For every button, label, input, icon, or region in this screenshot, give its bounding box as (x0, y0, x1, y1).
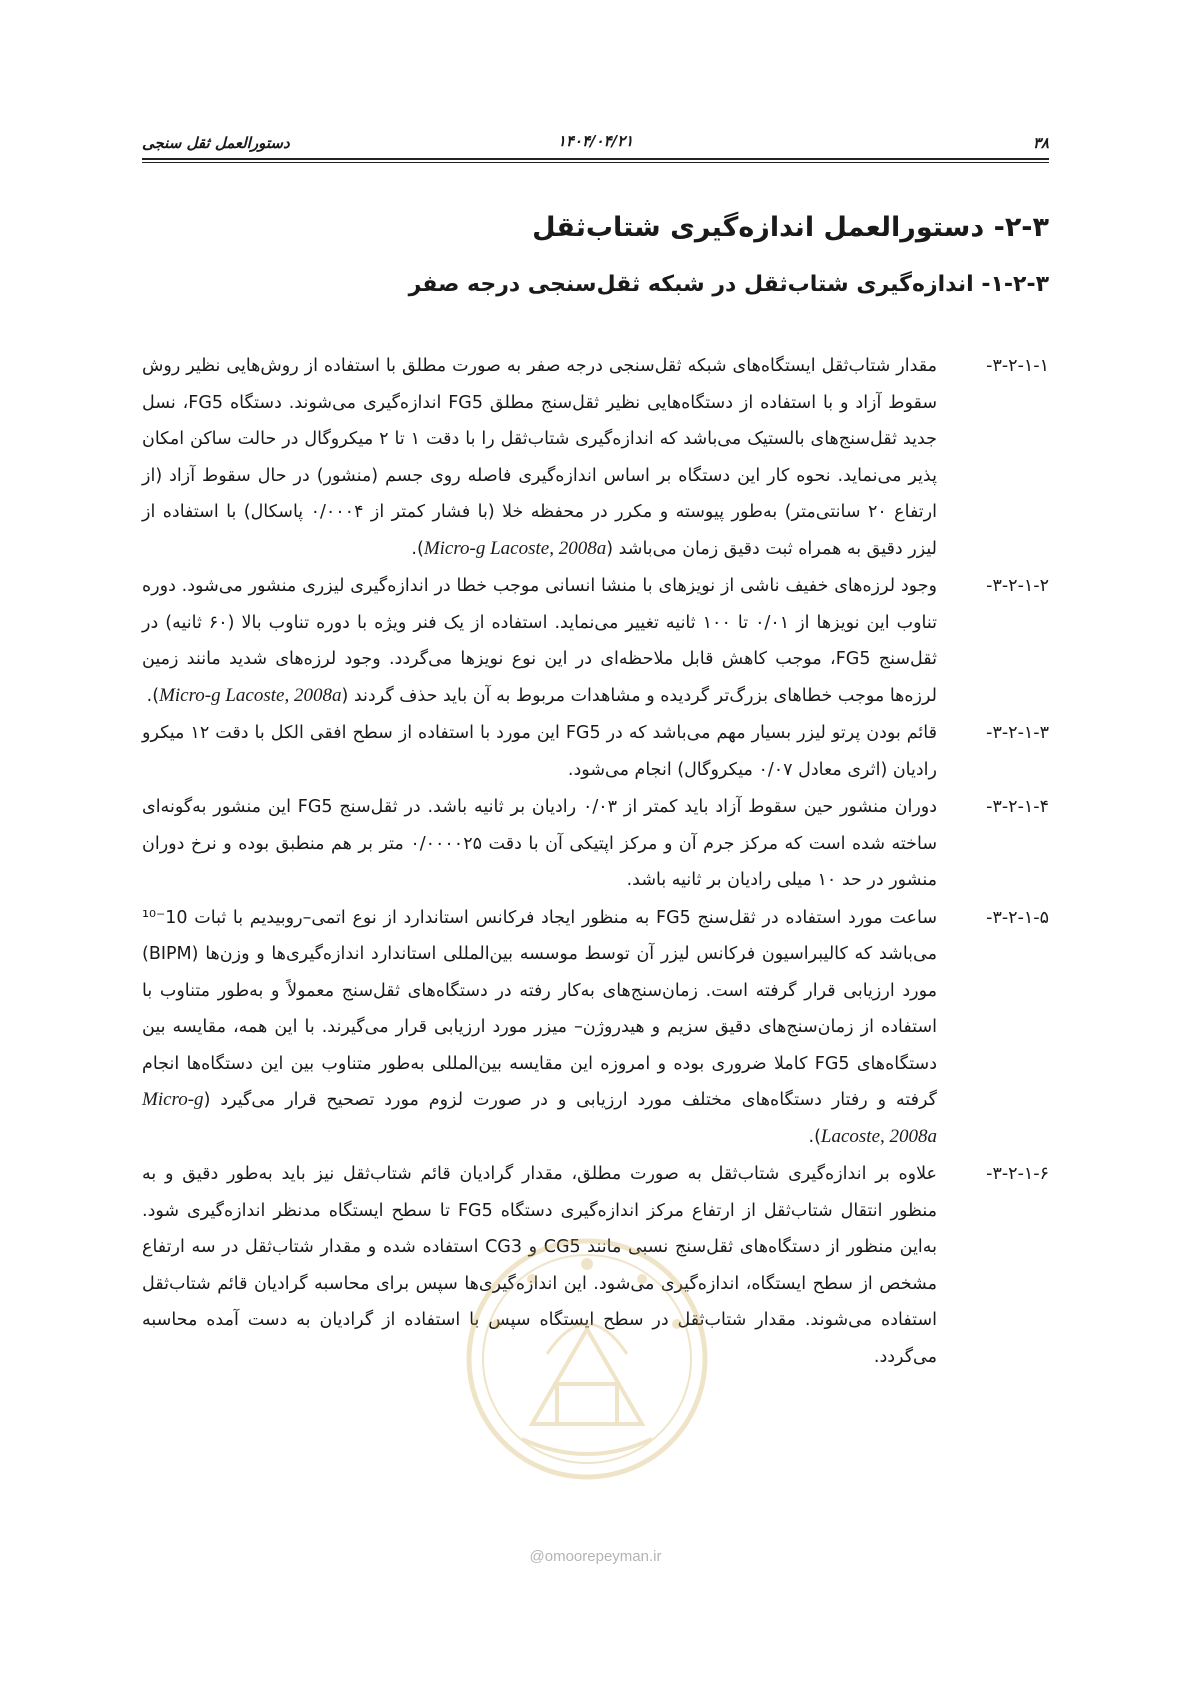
section-title: ۲-۳- دستورالعمل اندازه‌گیری شتاب‌ثقل (532, 212, 1049, 243)
header-date: ۱۴۰۴/۰۴/۲۱ (557, 132, 634, 150)
header-doc-title: دستورالعمل ثقل سنجی (142, 134, 290, 152)
item-text: دوران منشور حین سقوط آزاد باید کمتر از ۰/۰۳ رادیان بر ثانیه باشد. در ثقل‌سنج FG5 این منشور به‌گونه‌ای ساخته شده است که مرکز جرم آن و مرکز اپتیکی آن با دقت ۰/۰۰۰۰۲۵ متر بر هم منطبق بوده و نرخ دوران منشور در حد ۱۰ میلی رادیان بر ثانیه باشد. (142, 797, 938, 890)
citation: Micro-g Lacoste, 2008a (423, 537, 607, 559)
item-number: ۳-۲-۱-۱- (986, 356, 1049, 376)
numbered-item (142, 348, 1049, 567)
item-number: ۳-۲-۱-۶- (986, 1164, 1049, 1184)
citation: Micro-g Lacoste, 2008a (159, 684, 342, 706)
header-rule-thin (142, 162, 1049, 163)
subsection-title: ۱-۲-۳- اندازه‌گیری شتاب‌ثقل در شبکه ثقل‌سنجی درجه صفر (408, 272, 1049, 297)
item-text: وجود لرزه‌های خفیف ناشی از نویزهای با منشا انسانی موجب خطا در اندازه‌گیری لیزری منشور می‌شود. دوره تناوب این نویزها از ۰/۰۱ تا ۱۰۰ ثانیه تغییر می‌نماید. استفاده از یک فنر ویژه با دوره تناوب بالا (۶۰ ثانیه) در ثقل‌سنج FG5، موجب کاهش قابل ملاحظه‌ای در این نوع نویزها می‌گردد. وجود لرزه‌های شدید مانند زمین لرزه‌ها موجب خطاهای بزرگ‌تر گردیده و مشاهدات مربوط به آن باید حذف گردند (Micro-g Lacoste, 2008a). (142, 576, 938, 706)
item-text: مقدار شتاب‌ثقل ایستگاه‌های شبکه ثقل‌سنجی درجه صفر به صورت مطلق با استفاده از روش‌هایی نظیر روش سقوط آزاد و با استفاده از دستگاه‌هایی نظیر ثقل‌سنج مطلق FG5 اندازه‌گیری می‌شوند. دستگاه FG5، نسل جدید ثقل‌سنج‌های بالستیک می‌باشد که اندازه‌گیری شتاب‌ثقل را با دقت ۱ تا ۲ میکروگال در حالت ساکن امکان پذیر می‌نماید. نحوه کار این دستگاه بر اساس اندازه‌گیری فاصله روی جسم (منشور) در حال سقوط آزاد (از ارتفاع ۲۰ سانتی‌متر) به‌طور پیوسته و مکرر در محفظه خلا (با فشار کمتر از ۰/۰۰۰۴ پاسکال) با استفاده از لیزر دقیق به همراه ثبت دقیق زمان می‌باشد (Micro-g Lacoste, 2008a). (142, 356, 938, 559)
numbered-item (142, 568, 1049, 714)
item-number: ۳-۲-۱-۲- (986, 576, 1049, 596)
item-text: قائم بودن پرتو لیزر بسیار مهم می‌باشد که در FG5 این مورد با استفاده از سطح افقی الکل با دقت ۱۲ میکرو رادیان (اثری معادل ۰/۰۷ میکروگال) انجام می‌شود. (142, 723, 937, 780)
page-header (142, 128, 1049, 152)
header-rule (142, 158, 1049, 160)
item-number: ۳-۲-۱-۴- (986, 797, 1049, 817)
item-text: ساعت مورد استفاده در ثقل‌سنج FG5 به منظور ایجاد فرکانس استاندارد از نوع اتمی–روبیدیم با ثبات 10⁻¹⁰ می‌باشد که کالیبراسیون فرکانس لیزر آن توسط موسسه بین‌المللی استاندارد اندازه‌گیری‌ها و وزن‌ها (BIPM) مورد ارزیابی قرار گرفته است. زمان‌سنج‌های به‌کار رفته در دستگاه‌های ثقل‌سنج معمولاً و به‌طور متناوب با استفاده از زمان‌سنج‌های دقیق سزیم و هیدروژن– میزر مورد ارزیابی قرار می‌گیرند. با این همه، مقایسه بین دستگاه‌های FG5 کاملا ضروری بوده و امروزه این مقایسه بین‌المللی به‌طور متناوب بین این دستگاه‌ها انجام گرفته و رفتار دستگاه‌های مختلف مورد ارزیابی و در صورت لزوم مورد تصحیح قرار می‌گیرد (Micro-g Lacoste, 2008a). (142, 907, 937, 1147)
page-number: ۳۸ (1032, 134, 1049, 152)
item-number: ۳-۲-۱-۳- (986, 723, 1049, 743)
item-text: علاوه بر اندازه‌گیری شتاب‌ثقل به صورت مطلق، مقدار گرادیان قائم شتاب‌ثقل نیز باید به‌طور دقیق و به منظور انتقال شتاب‌ثقل از ارتفاع مرکز اندازه‌گیری دستگاه FG5 تا سطح ایستگاه مدنظر اندازه‌گیری شود. به‌این منظور از دستگاه‌های ثقل‌سنج نسبی مانند CG5 و CG3 استفاده شده و مقدار شتاب‌ثقل در سه ارتفاع مشخص از سطح ایستگاه، اندازه‌گیری می‌شود. این اندازه‌گیری‌ها سپس برای محاسبه گرادیان قائم شتاب‌ثقل استفاده می‌شوند. مقدار شتاب‌ثقل در سطح ایستگاه سپس با استفاده از گرادیان به دست آمده محاسبه می‌گردد. (142, 1164, 937, 1367)
item-number: ۳-۲-۱-۵- (986, 907, 1049, 928)
watermark-url: @omoorepeyman.ir (529, 1548, 662, 1565)
numbered-item (142, 715, 1049, 788)
numbered-item (142, 1156, 1049, 1375)
numbered-item (142, 789, 1049, 899)
numbered-item (142, 900, 1049, 1156)
citation: Micro-g Lacoste, 2008a (142, 1089, 937, 1147)
body-content (142, 348, 1049, 1376)
